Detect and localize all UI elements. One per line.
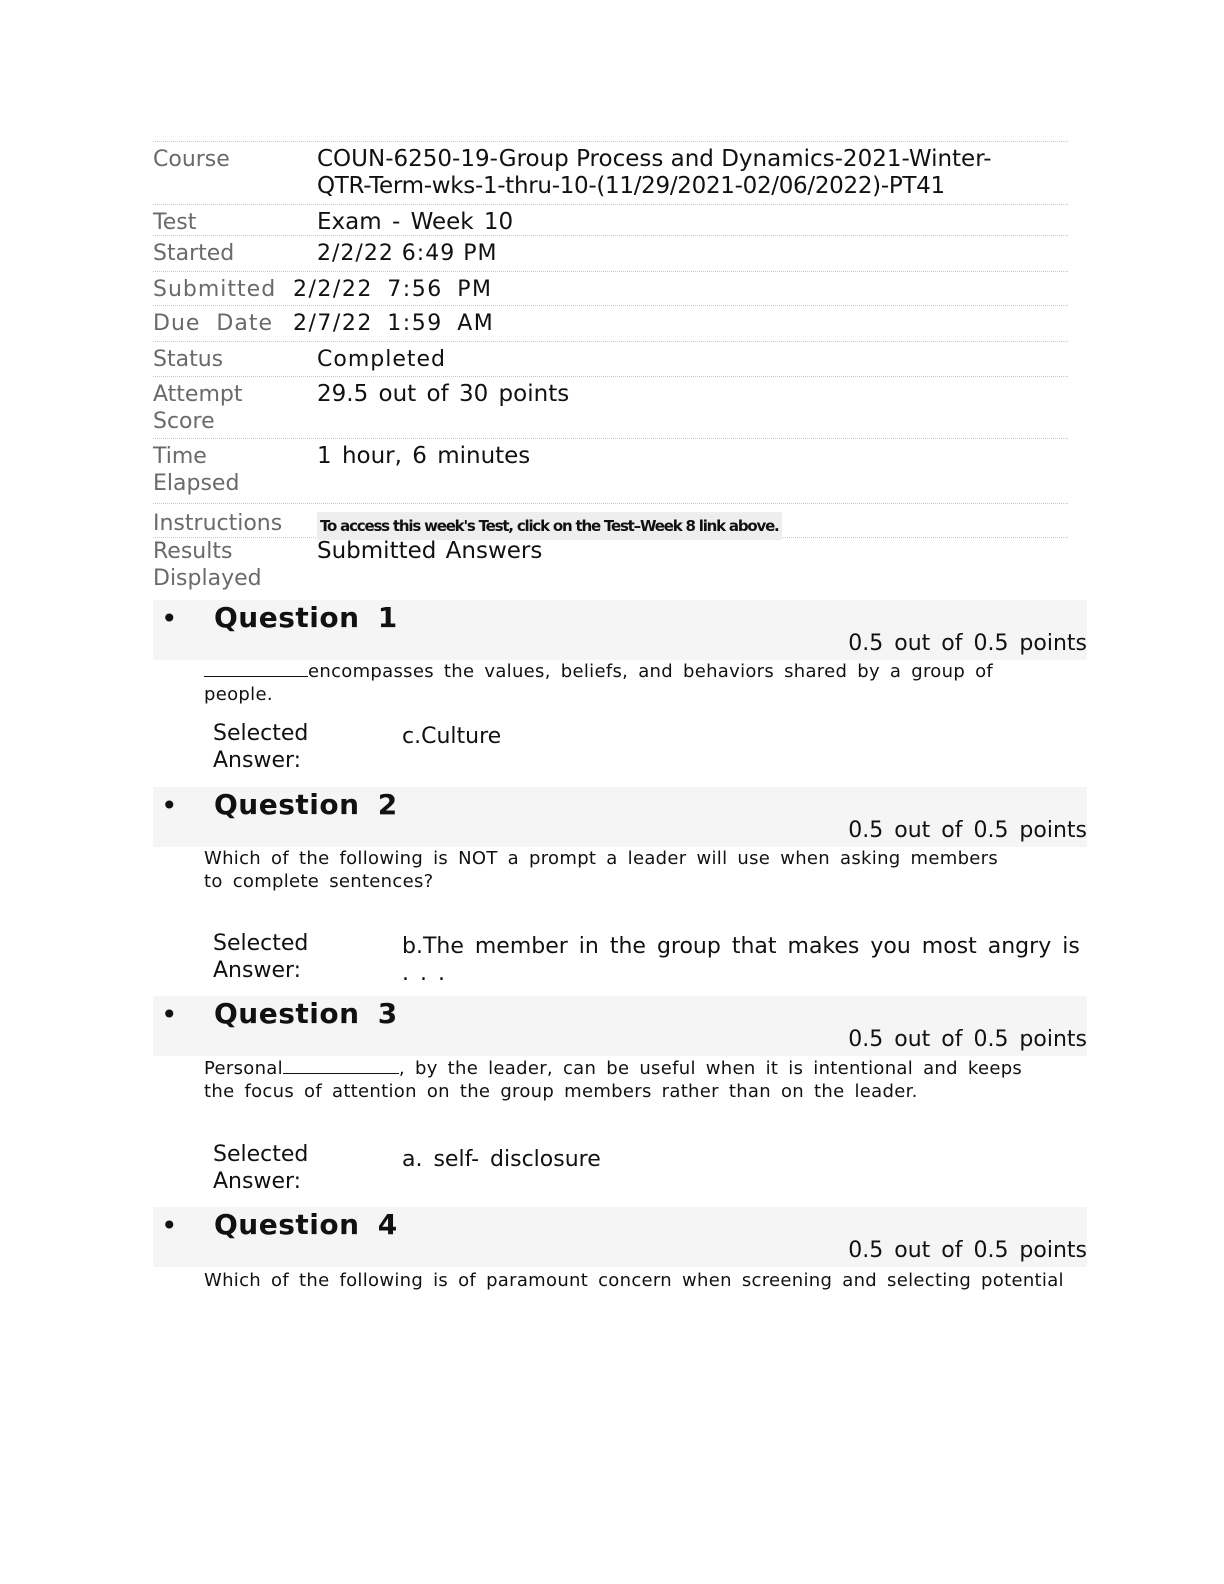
status-label: Status (153, 347, 224, 372)
status-row (153, 341, 1068, 376)
question-title: Question 4 (214, 1208, 398, 1241)
submitted-value: 2/2/22 7:56 PM (293, 277, 493, 302)
question-title: Question 3 (214, 997, 398, 1030)
selected-answer-label (213, 930, 353, 984)
selected-label-line2: Answer: (213, 748, 302, 773)
question-text-before: Personal (204, 1058, 283, 1079)
attempt-score-row (153, 376, 1068, 438)
submitted-label: Submitted (153, 277, 277, 302)
selected-answer-label (213, 1141, 353, 1195)
instructions-value (317, 510, 782, 535)
question-text: Which of the following is of paramount concern when screening and selecting potential (204, 1270, 1064, 1291)
results-displayed-label (153, 538, 317, 595)
test-label: Test (153, 210, 197, 235)
started-label: Started (153, 241, 235, 266)
course-value-line1: COUN-6250-19-Group Process and Dynamics-2021-Winter- (317, 146, 992, 172)
results-displayed-value: Submitted Answers (317, 538, 543, 564)
question-text: Which of the following is NOT a prompt a leader will use when asking members to complete sentences? (204, 848, 999, 892)
selected-label-line1: Selected (213, 721, 309, 746)
question-header (153, 787, 1087, 847)
results-displayed-row (153, 537, 1068, 597)
question-points: 0.5 out of 0.5 points (848, 818, 1087, 843)
selected-label-line2: Answer: (213, 958, 302, 983)
attempt-score-value: 29.5 out of 30 points (317, 381, 570, 407)
question-text (204, 660, 1064, 706)
question-header (153, 1207, 1087, 1267)
fill-in-blank (204, 660, 308, 677)
due-date-value: 2/7/22 1:59 AM (293, 311, 495, 336)
selected-label-line1: Selected (213, 1142, 309, 1167)
test-row (153, 204, 1068, 235)
selected-answer: c.Culture (402, 724, 502, 749)
question-title: Question 1 (214, 601, 398, 634)
started-value: 2/2/22 6:49 PM (317, 241, 498, 266)
time-elapsed-label-line2: Elapsed (153, 471, 240, 496)
bullet-icon: • (161, 1209, 178, 1242)
question-points: 0.5 out of 0.5 points (848, 1238, 1087, 1263)
selected-answer-label (213, 720, 353, 774)
selected-label-line2: Answer: (213, 1169, 302, 1194)
time-elapsed-value: 1 hour, 6 minutes (317, 443, 531, 469)
attempt-summary-table (153, 141, 1068, 597)
attempt-score-label (153, 381, 317, 436)
bullet-icon: • (161, 789, 178, 822)
question-text-after: , by the leader, can be useful when it is intentional and keeps the focus of attention on the group members rather than on the leader. (204, 1058, 1023, 1102)
bullet-icon: • (161, 998, 178, 1031)
selected-answer: a. self- disclosure (402, 1147, 601, 1172)
started-row (153, 235, 1068, 271)
time-elapsed-label (153, 443, 317, 501)
status-value: Completed (317, 347, 446, 372)
instructions-text: To access this week's Test, click on the Test–Week 8 link above. (317, 512, 782, 540)
course-value-line2: QTR-Term-wks-1-thru-10-(11/29/2021-02/06/2022)-PT41 (317, 173, 945, 199)
results-displayed-label-line1: Results (153, 539, 233, 564)
question-header (153, 996, 1087, 1056)
submitted-row (153, 271, 1068, 305)
test-value: Exam - Week 10 (317, 209, 514, 235)
due-date-label: Due Date (153, 311, 273, 336)
course-label: Course (153, 147, 230, 172)
question-points: 0.5 out of 0.5 points (848, 631, 1087, 656)
selected-label-line1: Selected (213, 931, 309, 956)
question-header (153, 600, 1087, 660)
time-elapsed-row (153, 438, 1068, 503)
question-text-after: encompasses the values, beliefs, and behaviors shared by a group of people. (204, 661, 994, 705)
instructions-row (153, 503, 1068, 537)
attempt-score-label-line1: Attempt (153, 382, 243, 407)
bullet-icon: • (161, 602, 178, 635)
due-date-row (153, 305, 1068, 341)
question-points: 0.5 out of 0.5 points (848, 1027, 1087, 1052)
attempt-score-label-line2: Score (153, 409, 215, 434)
fill-in-blank (283, 1057, 399, 1074)
instructions-label: Instructions (153, 511, 283, 536)
question-title: Question 2 (214, 788, 398, 821)
time-elapsed-label-line1: Time (153, 444, 207, 469)
selected-answer: b.The member in the group that makes you most angry is . . . (402, 934, 1080, 986)
results-displayed-label-line2: Displayed (153, 566, 262, 591)
course-row (153, 141, 1068, 204)
course-value (317, 146, 992, 202)
question-text (204, 1057, 1054, 1103)
